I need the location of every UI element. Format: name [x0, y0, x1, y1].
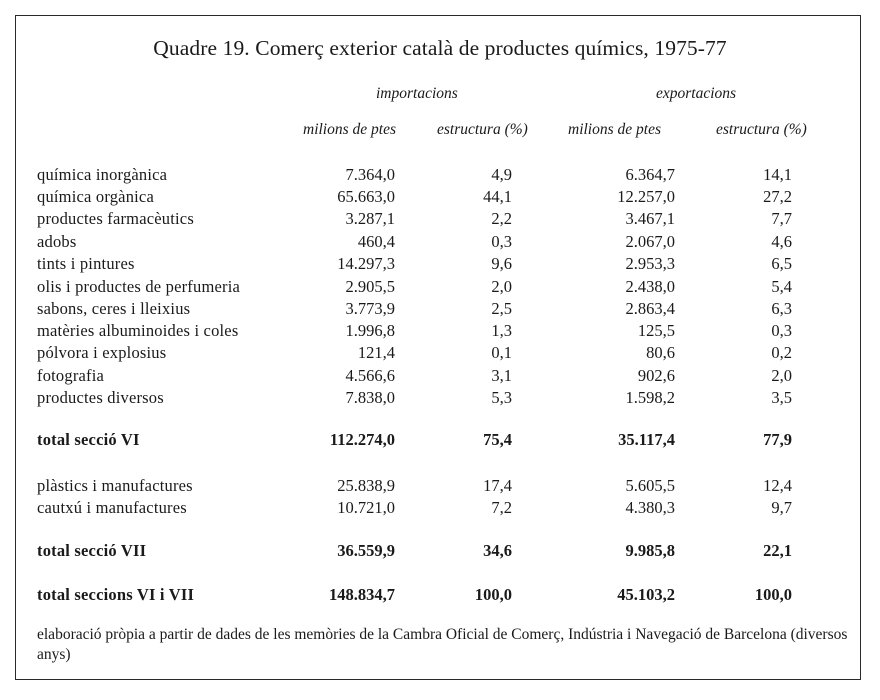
- exp-share-cell: 0,3: [771, 321, 792, 340]
- imp-value-cell: 2.905,5: [345, 277, 395, 296]
- exp-value-cell: 2.067,0: [625, 232, 675, 251]
- imp-value-cell: 112.274,0: [329, 430, 395, 449]
- imp-share-cell: 75,4: [483, 430, 512, 449]
- row-label: química inorgànica: [37, 165, 168, 184]
- col-header-exp-share: estructura (%): [716, 121, 807, 138]
- exp-value-cell: 2.953,3: [625, 254, 675, 273]
- exp-value-cell: 12.257,0: [617, 187, 675, 206]
- col-header-imp-value: milions de ptes: [303, 121, 396, 138]
- imp-value-cell: 14.297,3: [337, 254, 395, 273]
- exp-value-cell: 902,6: [637, 366, 675, 385]
- exp-value-cell: 35.117,4: [618, 430, 675, 449]
- row-label: total seccions VI i VII: [37, 585, 195, 604]
- exp-share-cell: 77,9: [763, 430, 792, 449]
- exp-value-cell: 9.985,8: [625, 541, 675, 560]
- exp-share-cell: 22,1: [763, 541, 792, 560]
- table-row: [0, 498, 880, 520]
- imp-share-cell: 34,6: [483, 541, 512, 560]
- exp-share-cell: 2,0: [771, 366, 792, 385]
- imp-value-cell: 3.773,9: [345, 299, 395, 318]
- imp-share-cell: 2,2: [491, 209, 512, 228]
- imp-value-cell: 460,4: [357, 232, 395, 251]
- exp-share-cell: 6,3: [771, 299, 792, 318]
- imp-value-cell: 3.287,1: [345, 209, 395, 228]
- table-row: [0, 388, 880, 410]
- exp-value-cell: 2.438,0: [625, 277, 675, 296]
- exp-share-cell: 3,5: [771, 388, 792, 407]
- exp-value-cell: 1.598,2: [625, 388, 675, 407]
- exp-value-cell: 2.863,4: [625, 299, 675, 318]
- total-row-section-vii: [0, 541, 880, 563]
- row-label: pólvora i explosius: [37, 343, 167, 362]
- exp-share-cell: 5,4: [771, 277, 792, 296]
- exp-share-cell: 0,2: [771, 343, 792, 362]
- group-header-imports: importacions: [376, 85, 458, 102]
- exp-value-cell: 45.103,2: [617, 585, 675, 604]
- imp-value-cell: 10.721,0: [337, 498, 395, 517]
- exp-share-cell: 9,7: [771, 498, 792, 517]
- total-row-section-vi: [0, 430, 880, 452]
- imp-value-cell: 121,4: [357, 343, 395, 362]
- row-label: adobs: [37, 232, 77, 251]
- imp-value-cell: 7.838,0: [345, 388, 395, 407]
- source-note: elaboració pròpia a partir de dades de les memòries de la Cambra Oficial de Comerç, Indústria i Navegació de Barcelona (diversos anys): [37, 626, 848, 663]
- row-label: química orgànica: [37, 187, 154, 206]
- imp-share-cell: 4,9: [491, 165, 512, 184]
- imp-share-cell: 0,3: [491, 232, 512, 251]
- table-row: [0, 187, 880, 209]
- imp-value-cell: 148.834,7: [329, 585, 395, 604]
- exp-value-cell: 80,6: [646, 343, 675, 362]
- row-label: total secció VI: [37, 430, 140, 449]
- row-label: tints i pintures: [37, 254, 135, 273]
- row-label: sabons, ceres i lleixius: [37, 299, 191, 318]
- imp-share-cell: 2,0: [491, 277, 512, 296]
- table-row: [0, 321, 880, 343]
- exp-value-cell: 125,5: [637, 321, 675, 340]
- table-row: [0, 343, 880, 365]
- exp-share-cell: 4,6: [771, 232, 792, 251]
- row-label: olis i productes de perfumeria: [37, 277, 241, 296]
- table-row: [0, 366, 880, 388]
- imp-share-cell: 2,5: [491, 299, 512, 318]
- imp-share-cell: 5,3: [491, 388, 512, 407]
- exp-share-cell: 6,5: [771, 254, 792, 273]
- imp-value-cell: 1.996,8: [345, 321, 395, 340]
- imp-value-cell: 65.663,0: [337, 187, 395, 206]
- exp-value-cell: 3.467,1: [625, 209, 675, 228]
- imp-share-cell: 100,0: [474, 585, 512, 604]
- exp-share-cell: 7,7: [771, 209, 792, 228]
- imp-value-cell: 36.559,9: [337, 541, 395, 560]
- row-label: total secció VII: [37, 541, 147, 560]
- exp-value-cell: 5.605,5: [625, 476, 675, 495]
- imp-share-cell: 7,2: [491, 498, 512, 517]
- imp-share-cell: 0,1: [491, 343, 512, 362]
- exp-share-cell: 12,4: [763, 476, 792, 495]
- group-header-exports: exportacions: [656, 85, 737, 102]
- imp-value-cell: 25.838,9: [337, 476, 395, 495]
- row-label: matèries albuminoides i coles: [37, 321, 239, 340]
- row-label: productes farmacèutics: [37, 209, 194, 228]
- imp-value-cell: 4.566,6: [345, 366, 395, 385]
- col-header-exp-value: milions de ptes: [568, 121, 661, 138]
- exp-share-cell: 27,2: [763, 187, 792, 206]
- imp-value-cell: 7.364,0: [345, 165, 395, 184]
- table-row: [0, 232, 880, 254]
- table-row: [0, 476, 880, 498]
- row-label: plàstics i manufactures: [37, 476, 193, 495]
- exp-share-cell: 100,0: [754, 585, 792, 604]
- table-title: Quadre 19. Comerç exterior català de productes químics, 1975-77: [153, 36, 727, 60]
- table-row: [0, 299, 880, 321]
- row-label: productes diversos: [37, 388, 164, 407]
- table-row: [0, 277, 880, 299]
- exp-value-cell: 6.364,7: [625, 165, 675, 184]
- imp-share-cell: 17,4: [483, 476, 512, 495]
- col-header-imp-share: estructura (%): [437, 121, 528, 138]
- imp-share-cell: 44,1: [483, 187, 512, 206]
- row-label: fotografia: [37, 366, 105, 385]
- exp-share-cell: 14,1: [763, 165, 792, 184]
- total-row-sections-vi-vii: [0, 585, 880, 607]
- table-row: [0, 209, 880, 231]
- imp-share-cell: 9,6: [491, 254, 512, 273]
- exp-value-cell: 4.380,3: [625, 498, 675, 517]
- row-label: cautxú i manufactures: [37, 498, 187, 517]
- table-row: [0, 165, 880, 187]
- imp-share-cell: 3,1: [491, 366, 512, 385]
- imp-share-cell: 1,3: [491, 321, 512, 340]
- table-row: [0, 254, 880, 276]
